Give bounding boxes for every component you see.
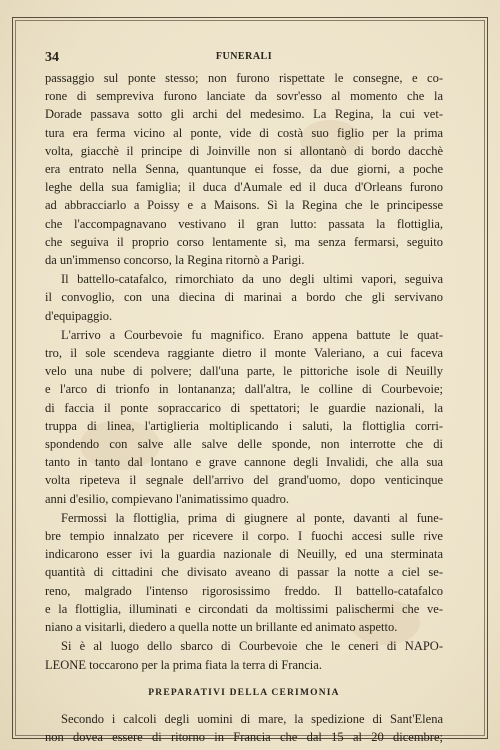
text-line: niano a visitarli, diedero a quella notte un brillante ed animato aspetto.	[45, 620, 398, 635]
text-line: anni d'esilio, compievano l'animatissimo quadro.	[45, 491, 290, 506]
text-line: volta ripeteva il segnale dell'arrivo del grand'uomo, dopo venticinque	[45, 473, 443, 488]
text-line: L'arrivo a Courbevoie fu magnifico. Erano appena battute le quat-	[61, 327, 443, 342]
paragraph	[45, 69, 443, 269]
text-line: e l'arco di trionfo in lontananza; dall'altra, le colline di Courbevoie;	[45, 382, 443, 397]
text-line: che seguiva il proprio corso lentamente sì, ma senza fermarsi, seguito	[45, 234, 443, 249]
text-line: d'equipaggio.	[45, 308, 113, 323]
page-number: 34	[45, 50, 59, 65]
text-line: velo una nube di polvere; dall'una parte, le pittoriche isole di Neuilly	[45, 364, 443, 379]
text-line: spondendo con salve alle salve delle sponde, non interrotte che di	[45, 437, 443, 452]
text-line: era entrato nella Senna, quantunque ei fosse, da due giorni, a poche	[45, 162, 443, 177]
text-line: Si è al luogo dello sbarco di Courbevoie che le ceneri di NAPO-	[61, 639, 443, 654]
text-line: leghe della sua famiglia; il duca d'Aumale ed il duca d'Orleans furono	[45, 180, 443, 195]
text-line: volta, giacchè il principe di Joinville non si allontanò di bordo dacchè	[45, 143, 443, 158]
text-line: rone di sempreviva furono lanciate da sovr'esso al momento che la	[45, 89, 443, 104]
text-line: che l'accompagnavano vestivano il gran lutto: passata la flottiglia,	[45, 216, 443, 231]
text-line: reno, malgrado l'intenso rigorosissimo freddo. Il battello-catafalco	[45, 583, 443, 598]
text-line: Dorade passava sotto gli archi del medesimo. La Regina, la cui vet-	[45, 107, 443, 122]
paragraph	[45, 637, 443, 673]
running-title: FUNERALI	[215, 51, 273, 62]
text-line: ad abbracciarlo a Poissy e a Maisons. Sì la Regina che le principesse	[45, 198, 443, 213]
paragraph	[45, 509, 443, 636]
text-line: Il battello-catafalco, rimorchiato da uno degli ultimi vapori, seguiva	[61, 272, 443, 287]
paragraph	[45, 270, 443, 325]
text-line: tanto in tanto dal lontano e grave cannone degli Invalidi, che alla sua	[45, 455, 443, 470]
page-header	[45, 50, 443, 66]
text-line: quantità di cittadini che divisato aveano di passar la notte a ciel se-	[45, 565, 443, 580]
text-line: il convoglio, con una diecina di marinai a bordo che gli servivano	[45, 290, 443, 305]
text-line: indicarono esser ivi la guardia nazionale di Neuilly, ed una sterminata	[45, 547, 443, 562]
text-line: Secondo i calcoli degli uomini di mare, la spedizione di Sant'Elena	[61, 711, 443, 726]
paragraph	[45, 710, 443, 746]
text-line: da un'immenso concorso, la Regina ritornò a Parigi.	[45, 253, 305, 268]
paragraph	[45, 326, 443, 508]
text-line: passaggio sul ponte stesso; non furono rispettate le consegne, e co-	[45, 71, 443, 85]
text-line: tura era ferma vicino al ponte, vide di costà suo figlio per la prima	[45, 125, 443, 140]
text-line: LEONE toccarono per la prima fiata la terra di Francia.	[45, 657, 322, 672]
body-text	[45, 69, 443, 747]
text-line: non dovea essere di ritorno in Francia che dal 15 al 20 dicembre;	[45, 730, 443, 745]
text-line: bre tempio innalzato per ricevere il corpo. I fuochi accesi sulle rive	[45, 529, 443, 544]
text-line: Fermossi la flottiglia, prima di giugnere al ponte, davanti al fune-	[61, 510, 443, 525]
section-heading: PREPARATIVI DELLA CERIMONIA	[148, 687, 340, 698]
text-line: truppa di linea, l'artiglieria moltiplicando i saluti, la flottiglia corri-	[45, 418, 443, 433]
text-line: di faccia il ponte sopraccarico di spettatori; le guardie nazionali, la	[45, 400, 443, 415]
text-line: e la flottiglia, illuminati e circondati da moltissimi palischermi che ve-	[45, 601, 443, 616]
text-line: tro, il sole scendeva raggiante dietro il monte Valeriano, a cui faceva	[45, 346, 443, 361]
